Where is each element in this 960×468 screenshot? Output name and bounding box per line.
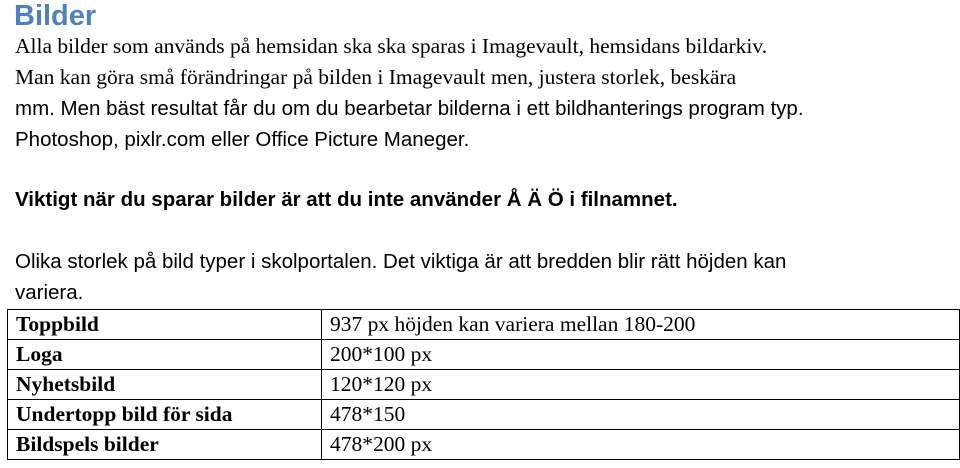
- intro-line-2: Man kan göra små förändringar på bilden i Imagevault men, justera storlek, beskära: [15, 65, 737, 89]
- table-row: [8, 370, 960, 400]
- important-note: Viktigt när du sparar bilder är att du inte använder Å Ä Ö i filnamnet.: [15, 188, 678, 211]
- advice-line-1: mm. Men bäst resultat får du om du bearbetar bilderna i ett bildhanterings program typ.: [15, 97, 804, 120]
- table-row: [8, 400, 960, 430]
- image-type-cell: Toppbild: [8, 310, 322, 340]
- image-size-cell: 200*100 px: [321, 340, 959, 370]
- image-type-cell: Nyhetsbild: [8, 370, 322, 400]
- image-type-cell: Loga: [8, 340, 322, 370]
- page-title: Bilder: [14, 0, 97, 32]
- image-size-cell: 478*200 px: [321, 430, 959, 460]
- image-size-table: [7, 309, 960, 460]
- image-size-cell: 937 px höjden kan variera mellan 180-200: [321, 310, 959, 340]
- image-type-cell: Undertopp bild för sida: [8, 400, 322, 430]
- table-row: [8, 310, 960, 340]
- table-row: [8, 430, 960, 460]
- image-type-cell: Bildspels bilder: [8, 430, 322, 460]
- table-row: [8, 340, 960, 370]
- advice-line-2: Photoshop, pixlr.com eller Office Picture Maneger.: [15, 128, 470, 151]
- sizes-intro-line-2: variera.: [15, 281, 84, 304]
- image-size-cell: 478*150: [321, 400, 959, 430]
- intro-line-1: Alla bilder som används på hemsidan ska ska sparas i Imagevault, hemsidans bildarkiv.: [15, 34, 768, 58]
- sizes-intro-line-1: Olika storlek på bild typer i skolportalen. Det viktiga är att bredden blir rätt höjden kan: [15, 250, 787, 273]
- image-size-cell: 120*120 px: [321, 370, 959, 400]
